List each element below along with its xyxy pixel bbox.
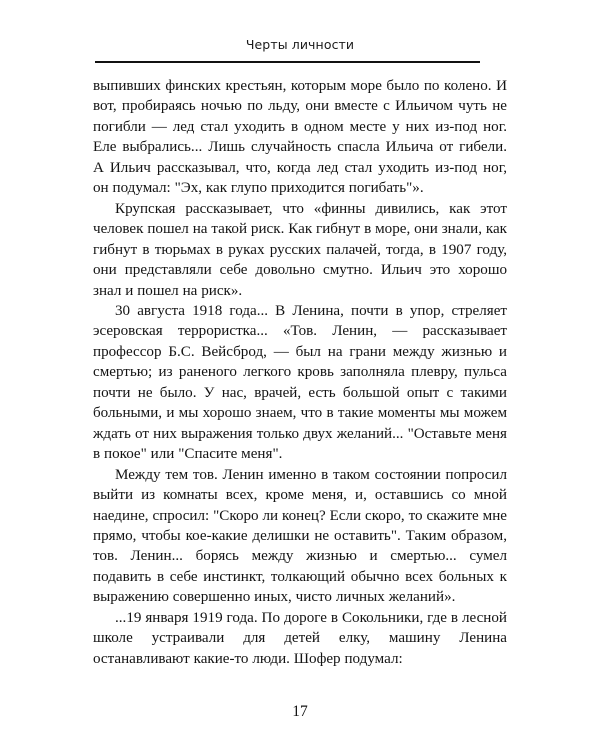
page-number: 17 bbox=[292, 703, 308, 720]
running-header-title: Черты личности bbox=[245, 37, 355, 52]
paragraph: ...19 января 1919 года. По дороге в Сокольники, где в лесной школе устраивали для детей елку, машину Ленина останавливают какие-то люди. Шофер подумал: bbox=[93, 609, 507, 667]
paragraph: Крупская рассказывает, что «финны дивились, как этот человек пошел на такой риск. Как гибнут в море, они знали, как гибнут в тюрьмах в руках русских палачей, тогда, в 1907 году, они представляли себе довольно смутно. Ильич это хорошо знал и пошел на риск». bbox=[93, 200, 507, 299]
paragraph: 30 августа 1918 года... В Ленина, почти в упор, стреляет эсеровская террористка... «Тов. Ленин, — рассказывает профессор Б.С. Вейсброд, — был на грани между жизнью и смертью; из раненого легкого кровь заполняла плевру, пульса почти не было. У нас, врачей, есть большой опыт с такими больными, и мы хорошо знаем, что в такие моменты мы можем ждать от них выражения только двух желаний... "Оставьте меня в покое" или "Спасите меня". bbox=[93, 302, 507, 463]
paragraph: Между тем тов. Ленин именно в таком состоянии попросил выйти из комнаты всех, кроме меня, и, оставшись со мной наедине, спросил: "Скоро ли конец? Если скоро, то скажите мне прямо, чтобы кое-какие делишки не оставить". Таким образом, тов. Ленин... борясь между жизнью и смертью... сумел подавить в себе инстинкт, толкающий обычно всех больных к выражению совершенно иных, чисто личных желаний». bbox=[93, 466, 507, 606]
header-divider-rule bbox=[95, 61, 480, 63]
running-header bbox=[0, 36, 600, 54]
body-text-block bbox=[93, 76, 507, 669]
paragraph: выпивших финских крестьян, которым море было по колено. И вот, пробираясь ночью по льду, они вместе с Ильичом чуть не погибли — лед стал уходить в одном месте у них из-под ног. Еле выбрались... Лишь случайность спасла Ильича от гибели. А Ильич рассказывал, что, когда лед стал уходить из-под ног, он подумал: "Эх, как глупо приходится погибать"». bbox=[93, 78, 507, 197]
page-folio bbox=[0, 702, 600, 722]
